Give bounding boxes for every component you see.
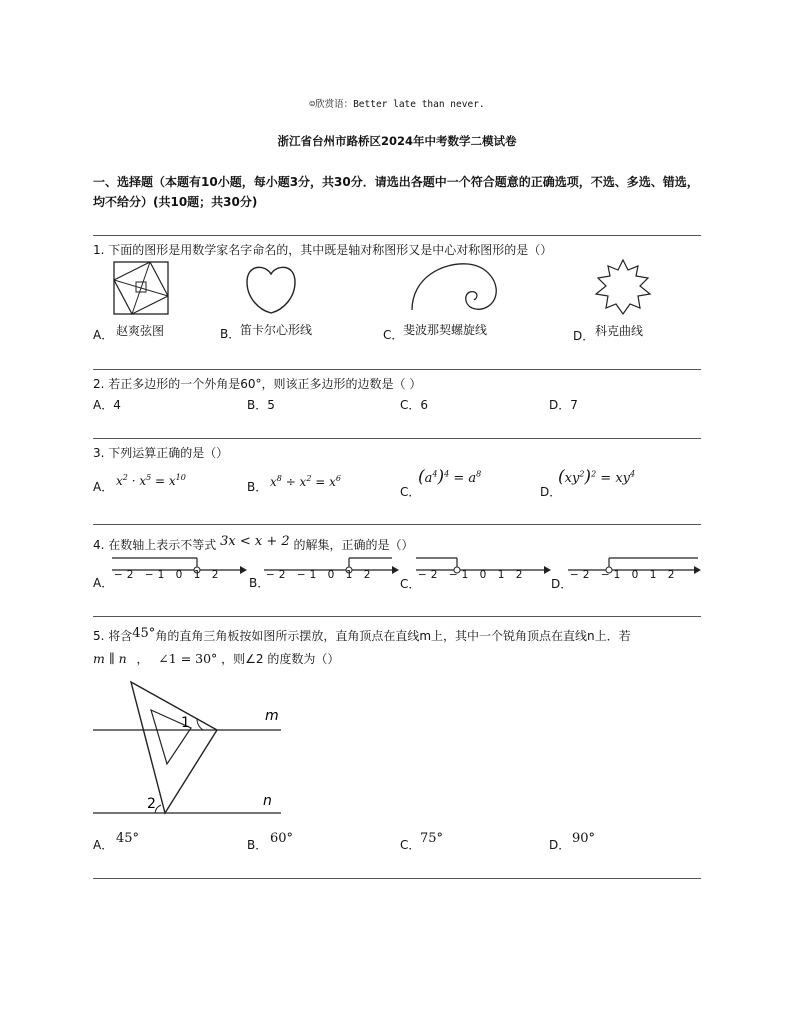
option-letter: D． — [549, 838, 571, 852]
section-heading: 一、选择题（本题有10小题，每小题3分，共30分．请选出各题中一个符合题意的正确选项，不选、多选、错选，均不给分）(共10题；共30分) — [93, 175, 699, 209]
condition-angle: ∠1 = 30° — [158, 651, 218, 666]
option-value: 75° — [420, 831, 444, 846]
divider — [93, 438, 701, 439]
option-text: 笛卡尔心形线 — [240, 323, 313, 337]
option-letter: C． — [383, 328, 404, 342]
question-5-stem-line2 — [93, 650, 339, 667]
tick-label: 0 — [631, 569, 643, 581]
tick-label: 0 — [327, 569, 339, 581]
option-letter: B． — [220, 327, 241, 341]
question-3-stem: 3. 下列运算正确的是（） — [93, 446, 229, 460]
tick-label: 2 — [363, 569, 375, 581]
option: C．6 — [400, 398, 429, 412]
divider — [93, 235, 701, 236]
option-value: 45° — [116, 831, 140, 846]
option-text: 斐波那契螺旋线 — [403, 323, 488, 337]
angle-value: 45° — [132, 626, 156, 641]
tick-labels — [570, 569, 678, 581]
option-letter: C． — [400, 485, 421, 499]
stem-text: ，则∠2 的度数为（） — [221, 652, 340, 666]
tick-label: 1 — [193, 569, 205, 581]
option-letter: A． — [93, 328, 114, 342]
tick-label: 2 — [515, 569, 527, 581]
option-letter: B． — [247, 838, 268, 852]
tick-label: −2 — [266, 569, 290, 581]
option-letter: D． — [540, 485, 562, 499]
tick-label: −2 — [570, 569, 594, 581]
tick-label: 0 — [175, 569, 187, 581]
option-letter: C． — [400, 577, 421, 591]
triangle-ruler-figure — [93, 678, 293, 818]
divider — [93, 524, 701, 525]
option-letter: D． — [551, 577, 573, 591]
option-letter: B． — [249, 576, 270, 590]
question-5-stem-line1 — [93, 627, 705, 644]
option-text: 赵爽弦图 — [116, 324, 165, 338]
tick-labels — [418, 569, 526, 581]
tick-label: 0 — [479, 569, 491, 581]
angle-label-1: 1 — [181, 715, 190, 731]
option-expression-c: $(a^4)^4 = a^8$ — [418, 467, 482, 487]
stem-text: 4. 在数轴上表示不等式 — [93, 538, 217, 552]
stem-text: 的解集，正确的是（） — [293, 538, 414, 552]
tick-label: −2 — [114, 569, 138, 581]
option-letter: A． — [93, 838, 114, 852]
koch-snowflake-figure — [592, 258, 654, 316]
divider — [93, 878, 701, 879]
option-text: 科克曲线 — [595, 324, 644, 338]
tick-label: 2 — [667, 569, 679, 581]
tick-labels — [266, 569, 374, 581]
option-value: 60° — [270, 831, 294, 846]
cardioid-figure — [243, 262, 299, 316]
exam-title: 浙江省台州市路桥区2024年中考数学二模试卷 — [277, 134, 517, 148]
option-expression-b: $x^8 \div x^2 = x^6$ — [270, 474, 341, 489]
fibonacci-spiral-figure — [402, 258, 500, 314]
question-4-stem — [93, 536, 413, 553]
tick-label: 1 — [649, 569, 661, 581]
question-2-stem: 2. 若正多边形的一个外角是60°，则该正多边形的边数是（ ） — [93, 377, 422, 391]
option-letter: D． — [573, 329, 595, 343]
inequality: 3x < x + 2 — [220, 534, 290, 549]
tick-label: −1 — [448, 569, 473, 581]
option-letter: A． — [93, 576, 114, 590]
option-letter: A． — [93, 480, 114, 494]
option: D．7 — [549, 398, 578, 412]
condition-parallel: m ∥ n — [93, 651, 127, 666]
divider — [93, 616, 701, 617]
tick-label: 1 — [497, 569, 509, 581]
option-letter: B． — [247, 480, 268, 494]
tick-label: 1 — [345, 569, 357, 581]
tick-label: −2 — [418, 569, 442, 581]
tick-label: −1 — [600, 569, 625, 581]
angle-label-2: 2 — [147, 796, 156, 812]
question-1-stem: 1. 下面的图形是用数学家名字命名的，其中既是轴对称图形又是中心对称图形的是（） — [93, 243, 553, 257]
tick-label: −1 — [144, 569, 169, 581]
option-expression-d: $(xy^2)^2 = xy^4$ — [558, 467, 636, 487]
separator: ， — [136, 652, 149, 666]
option-letter: C． — [400, 838, 421, 852]
option: B．5 — [247, 398, 275, 412]
stem-text: 5. 将含 — [93, 629, 133, 643]
stem-text: 角的直角三角板按如图所示摆放，直角顶点在直线m上，其中一个锐角顶点在直线n上．若 — [155, 629, 631, 643]
tick-label: −1 — [296, 569, 321, 581]
line-label-n: n — [263, 793, 272, 809]
option: A．4 — [93, 398, 121, 412]
tick-labels — [114, 569, 222, 581]
option-value: 90° — [572, 831, 596, 846]
option-expression-a: $x^2 \cdot x^5 = x^{10}$ — [116, 473, 186, 488]
line-label-m: m — [265, 708, 279, 724]
divider — [93, 369, 701, 370]
page-motto: ☺欣赏语：Better late than never. — [309, 99, 485, 110]
tick-label: 2 — [211, 569, 223, 581]
zhaoshuang-figure — [110, 260, 174, 316]
